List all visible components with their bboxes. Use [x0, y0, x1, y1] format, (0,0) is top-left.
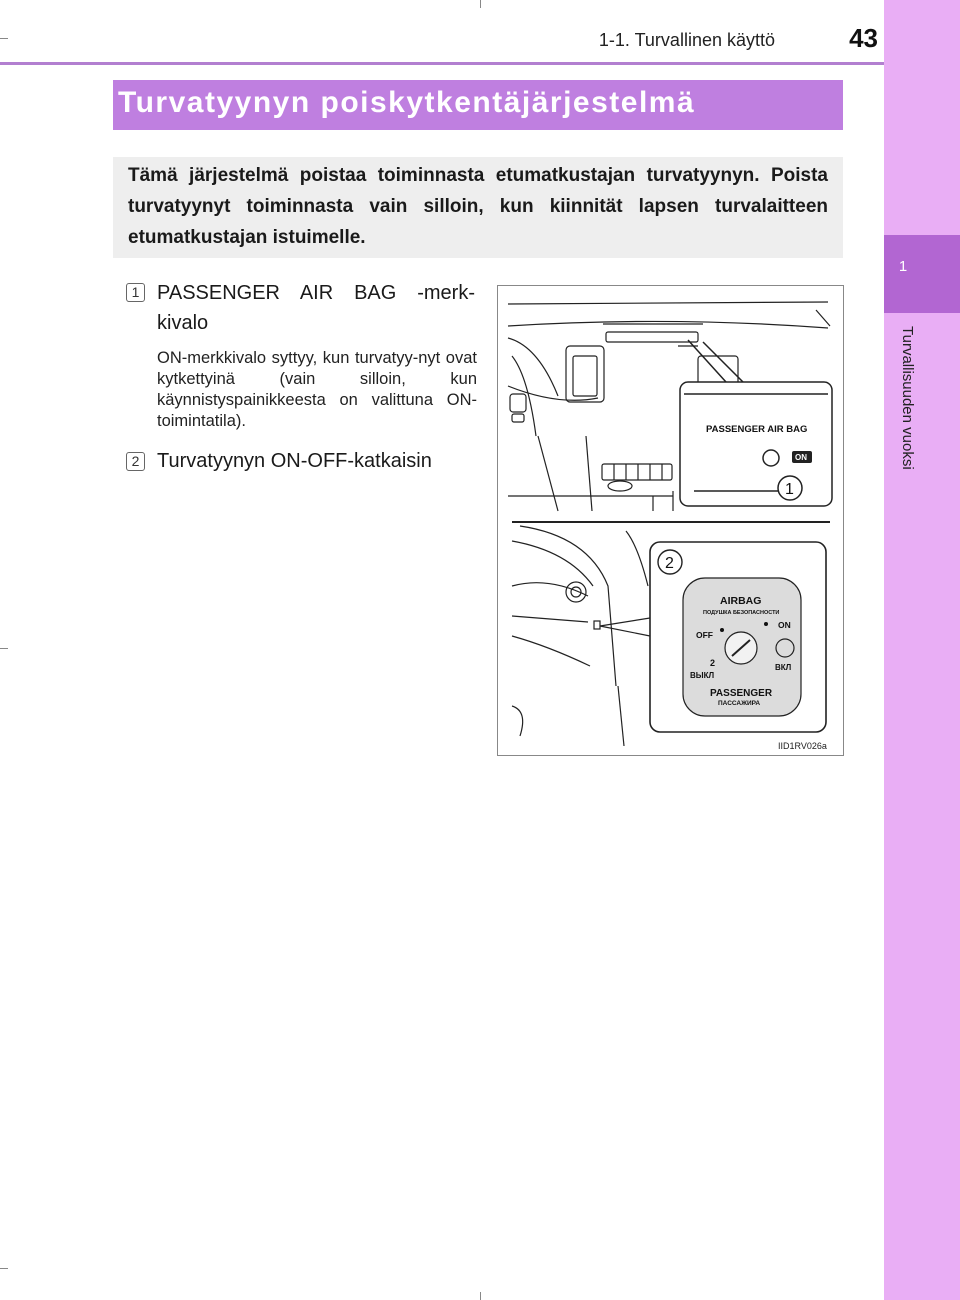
indicator-label: PASSENGER AIR BAG	[706, 424, 808, 435]
page-title: Turvatyynyn poiskytkentäjärjestelmä	[118, 86, 696, 119]
callout-number-2: 2	[665, 555, 674, 572]
dashboard-and-switch-illustration	[498, 286, 843, 755]
item-number-badge: 1	[126, 283, 145, 302]
switch-airbag-ru-label: ПОДУШКА БЕЗОПАСНОСТИ	[703, 610, 780, 616]
illustration-figure	[497, 285, 844, 756]
item-title: Turvatyynyn ON-OFF-katkaisin	[157, 450, 432, 472]
switch-off-label: OFF	[696, 630, 713, 640]
running-header-section: 1-1. Turvallinen käyttö	[598, 30, 775, 50]
item-number-badge: 2	[126, 452, 145, 471]
switch-off-ru-label: ВЫКЛ	[690, 671, 715, 680]
switch-passenger-label: PASSENGER	[710, 688, 773, 699]
crop-mark	[0, 38, 8, 39]
switch-on-label: ON	[778, 620, 791, 630]
chapter-title: Turvallisuuden vuoksi	[899, 326, 916, 470]
side-thumb-band	[884, 0, 960, 1300]
switch-seat-number: 2	[710, 658, 716, 668]
switch-on-dot	[764, 622, 768, 626]
crop-mark	[0, 648, 8, 649]
switch-passenger-ru-label: ПАССАЖИРА	[718, 700, 761, 707]
crop-mark	[480, 0, 481, 8]
figure-code: IID1RV026a	[778, 741, 827, 751]
indicator-on-badge: ON	[795, 453, 807, 462]
switch-off-dot	[720, 628, 724, 632]
item-description: ON-merkkivalo syttyy, kun turvatyy-nyt ovat kytkettyinä (vain silloin, kun käynnistyspainikkeesta on valittuna ON-toimintatila).	[157, 349, 477, 430]
header-rule	[0, 62, 884, 65]
switch-on-ru-label: ВКЛ	[775, 663, 792, 672]
callout-number-1: 1	[785, 481, 794, 498]
crop-mark	[480, 1292, 481, 1300]
page-number: 43	[849, 23, 878, 53]
crop-mark	[0, 1268, 8, 1269]
item-title: PASSENGER AIR BAG -merk-kivalo	[157, 282, 475, 334]
intro-text: Tämä järjestelmä poistaa toiminnasta etumatkustajan turvatyynyn. Poista turvatyynyt toiminnasta vain silloin, kun kiinnität lapsen turvalaitteen etumatkustajan istuimelle.	[128, 165, 828, 248]
chapter-number: 1	[898, 258, 908, 275]
switch-airbag-label: AIRBAG	[720, 595, 762, 607]
